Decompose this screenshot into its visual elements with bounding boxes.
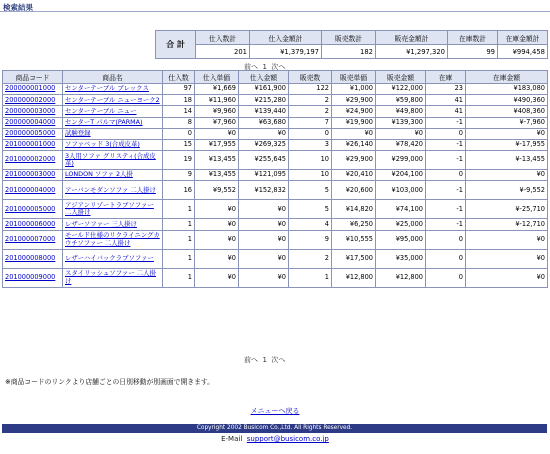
purchase-qty-cell: 1 [163,219,195,230]
sales-amount-cell: ¥299,000 [376,151,426,170]
sales-amount-cell: ¥103,000 [376,181,426,200]
purchase-unit-price-cell: ¥0 [195,230,239,249]
product-name-link[interactable]: レザーハイバックラブソファー [65,253,154,262]
product-code-cell [3,268,63,287]
summary-value: ¥1,379,197 [250,45,322,59]
product-name-link[interactable]: 試験登録 [65,129,91,138]
product-code-link[interactable]: 201000006000 [5,219,56,228]
product-name-cell [63,139,163,150]
product-code-link[interactable]: 201000003000 [5,170,56,179]
purchase-unit-price-cell: ¥0 [195,200,239,219]
purchase-qty-cell: 1 [163,268,195,287]
product-code-cell [3,95,63,106]
sales-unit-price-cell: ¥24,900 [332,106,376,117]
stock-qty-cell: 23 [426,84,466,95]
pager-bottom [244,355,285,365]
table-row [3,219,548,230]
product-name-link[interactable]: LONDON ソファ 2人掛 [65,170,133,179]
product-name-cell [63,106,163,117]
product-code-link[interactable]: 200000004000 [5,117,56,126]
email-line [0,435,550,443]
col-header: 販売単価 [332,71,376,84]
stock-amount-cell: ¥-7,960 [466,117,548,128]
table-row [3,106,548,117]
sales-qty-cell: 10 [289,151,332,170]
summary-value: ¥1,297,320 [376,45,448,59]
stock-amount-cell: ¥0 [466,128,548,139]
copyright-bar: Copyright 2002 Busicom Co.,Ltd. All Rights Reserved. [2,424,547,433]
product-code-link[interactable]: 201000004000 [5,185,56,194]
purchase-amount-cell: ¥0 [239,219,289,230]
purchase-amount-cell: ¥255,645 [239,151,289,170]
pager-next: 次へ [271,63,286,71]
purchase-amount-cell: ¥152,832 [239,181,289,200]
sales-amount-cell: ¥59,800 [376,95,426,106]
product-name-cell [63,230,163,249]
sales-unit-price-cell: ¥19,900 [332,117,376,128]
purchase-unit-price-cell: ¥13,455 [195,151,239,170]
table-row [3,268,548,287]
summary-value: 182 [322,45,376,59]
stock-qty-cell: 0 [426,268,466,287]
pager-page: 1 [262,63,267,71]
stock-qty-cell: 0 [426,170,466,181]
col-header: 販売金額 [376,71,426,84]
product-name-cell [63,249,163,268]
purchase-amount-cell: ¥215,280 [239,95,289,106]
sales-qty-cell: 1 [289,268,332,287]
results-header-row [3,71,548,84]
purchase-qty-cell: 9 [163,170,195,181]
stock-amount-cell: ¥0 [466,170,548,181]
summary-header: 仕入数計 [196,31,250,45]
product-name-cell [63,181,163,200]
sales-amount-cell: ¥78,420 [376,139,426,150]
stock-qty-cell: -1 [426,139,466,150]
col-header: 仕入金額 [239,71,289,84]
product-code-cell [3,170,63,181]
table-row [3,117,548,128]
product-name-cell [63,84,163,95]
sales-amount-cell: ¥74,100 [376,200,426,219]
purchase-unit-price-cell: ¥9,552 [195,181,239,200]
table-row [3,230,548,249]
pager-next: 次へ [271,356,286,364]
summary-header: 販売数計 [322,31,376,45]
sales-amount-cell: ¥95,000 [376,230,426,249]
sales-unit-price-cell: ¥12,800 [332,268,376,287]
purchase-amount-cell: ¥0 [239,128,289,139]
stock-qty-cell: -1 [426,151,466,170]
product-code-cell [3,219,63,230]
pager-page: 1 [262,356,267,364]
purchase-qty-cell: 0 [163,128,195,139]
stock-amount-cell: ¥0 [466,268,548,287]
summary-value: ¥994,458 [498,45,548,59]
purchase-qty-cell: 1 [163,230,195,249]
purchase-qty-cell: 18 [163,95,195,106]
table-row [3,249,548,268]
product-code-link[interactable]: 201000005000 [5,204,56,213]
table-row [3,170,548,181]
sales-amount-cell: ¥12,800 [376,268,426,287]
product-name-link[interactable]: スタイリッシュソファー 二人掛け [65,269,156,285]
col-header: 仕入数 [163,71,195,84]
email-label: E-Mail [221,435,243,443]
product-code-link[interactable]: 201000007000 [5,234,56,243]
purchase-unit-price-cell: ¥0 [195,128,239,139]
sales-qty-cell: 0 [289,128,332,139]
stock-amount-cell: ¥-9,552 [466,181,548,200]
sales-qty-cell: 4 [289,219,332,230]
pager-prev: 前へ [244,63,258,71]
purchase-unit-price-cell: ¥1,669 [195,84,239,95]
stock-qty-cell: -1 [426,219,466,230]
results-table [2,70,548,288]
stock-amount-cell: ¥408,360 [466,106,548,117]
sales-qty-cell: 122 [289,84,332,95]
col-header: 販売数 [289,71,332,84]
product-code-cell [3,230,63,249]
summary-header: 仕入金額計 [250,31,322,45]
stock-amount-cell: ¥490,360 [466,95,548,106]
stock-qty-cell: -1 [426,200,466,219]
product-name-link[interactable]: ソファベッド 3(合成皮革) [65,140,140,149]
product-name-link[interactable]: レザーソファー 三人掛け [65,219,137,228]
product-code-note: ※商品コードのリンクより店舗ごとの日別移動が別画面で開きます。 [5,378,214,386]
product-name-cell [63,268,163,287]
purchase-amount-cell: ¥161,900 [239,84,289,95]
sales-qty-cell: 3 [289,139,332,150]
email-link[interactable]: support@busicom.co.jp [246,435,329,443]
stock-qty-cell: 0 [426,128,466,139]
back-to-menu-link[interactable]: メニューへ戻る [250,407,300,415]
sales-unit-price-cell: ¥6,250 [332,219,376,230]
purchase-qty-cell: 8 [163,117,195,128]
sales-unit-price-cell: ¥26,140 [332,139,376,150]
product-name-cell [63,151,163,170]
summary-header: 在庫金額計 [498,31,548,45]
sales-qty-cell: 5 [289,200,332,219]
product-code-cell [3,200,63,219]
col-header: 在庫 [426,71,466,84]
product-code-cell [3,84,63,95]
table-row [3,84,548,95]
summary-value: 99 [448,45,498,59]
sales-qty-cell: 2 [289,249,332,268]
sales-amount-cell: ¥0 [376,128,426,139]
purchase-unit-price-cell: ¥11,960 [195,95,239,106]
summary-value: 201 [196,45,250,59]
sales-amount-cell: ¥139,300 [376,117,426,128]
product-code-link[interactable]: 200000005000 [5,129,56,138]
pager-prev: 前へ [244,356,258,364]
purchase-amount-cell: ¥0 [239,230,289,249]
product-name-cell [63,170,163,181]
stock-amount-cell: ¥-25,710 [466,200,548,219]
stock-amount-cell: ¥0 [466,249,548,268]
purchase-qty-cell: 16 [163,181,195,200]
product-code-link[interactable]: 201000001000 [5,140,56,149]
stock-amount-cell: ¥183,080 [466,84,548,95]
purchase-amount-cell: ¥121,095 [239,170,289,181]
product-code-link[interactable]: 201000002000 [5,155,56,164]
sales-unit-price-cell: ¥0 [332,128,376,139]
product-name-link[interactable]: アーバンモダンソファ 二人掛け [65,185,156,194]
product-code-link[interactable]: 201000008000 [5,253,56,262]
product-name-cell [63,95,163,106]
summary-header: 販売金額計 [376,31,448,45]
sales-unit-price-cell: ¥14,820 [332,200,376,219]
product-name-cell [63,200,163,219]
table-row [3,128,548,139]
product-code-cell [3,249,63,268]
stock-qty-cell: 41 [426,106,466,117]
product-code-link[interactable]: 201000009000 [5,272,56,281]
purchase-amount-cell: ¥0 [239,249,289,268]
table-row [3,95,548,106]
table-row [3,181,548,200]
col-header: 在庫金額 [466,71,548,84]
col-header: 商品名 [63,71,163,84]
sales-qty-cell: 5 [289,181,332,200]
sales-amount-cell: ¥49,800 [376,106,426,117]
stock-amount-cell: ¥-17,955 [466,139,548,150]
sales-qty-cell: 7 [289,117,332,128]
stock-qty-cell: 41 [426,95,466,106]
stock-qty-cell: 0 [426,249,466,268]
col-header: 商品コード [3,71,63,84]
purchase-qty-cell: 15 [163,139,195,150]
stock-qty-cell: 0 [426,230,466,249]
stock-qty-cell: -1 [426,117,466,128]
purchase-qty-cell: 14 [163,106,195,117]
sales-amount-cell: ¥122,000 [376,84,426,95]
product-name-cell [63,219,163,230]
purchase-amount-cell: ¥0 [239,268,289,287]
page-title: 検索結果 [0,0,550,12]
purchase-qty-cell: 19 [163,151,195,170]
table-row [3,200,548,219]
sales-qty-cell: 2 [289,95,332,106]
product-name-link[interactable]: センターT パルマ(PARMA) [65,117,143,126]
purchase-amount-cell: ¥63,680 [239,117,289,128]
purchase-amount-cell: ¥269,325 [239,139,289,150]
table-row [3,151,548,170]
purchase-qty-cell: 1 [163,249,195,268]
sales-unit-price-cell: ¥20,600 [332,181,376,200]
product-code-cell [3,151,63,170]
purchase-unit-price-cell: ¥9,960 [195,106,239,117]
product-code-link[interactable]: 200000002000 [5,95,56,104]
purchase-unit-price-cell: ¥0 [195,268,239,287]
purchase-unit-price-cell: ¥17,955 [195,139,239,150]
summary-total-label: 合 計 [156,31,196,59]
sales-unit-price-cell: ¥29,900 [332,95,376,106]
sales-unit-price-cell: ¥17,500 [332,249,376,268]
sales-amount-cell: ¥35,000 [376,249,426,268]
product-name-link[interactable]: センターテーブル ニュー [65,106,137,115]
stock-qty-cell: -1 [426,181,466,200]
product-name-link[interactable]: アジアンリゾートラブソファー 二人掛け [65,200,154,217]
purchase-amount-cell: ¥0 [239,200,289,219]
product-name-link[interactable]: 3人用ソファ グリスティ(合成皮革) [65,151,156,168]
sales-amount-cell: ¥204,100 [376,170,426,181]
product-name-link[interactable]: モールド仕様のリクライニングカウチソファー 二人掛け [65,231,160,247]
sales-amount-cell: ¥25,000 [376,219,426,230]
purchase-amount-cell: ¥139,440 [239,106,289,117]
product-code-cell [3,139,63,150]
purchase-unit-price-cell: ¥13,455 [195,170,239,181]
col-header: 仕入単価 [195,71,239,84]
sales-qty-cell: 10 [289,170,332,181]
product-name-cell [63,117,163,128]
sales-unit-price-cell: ¥29,900 [332,151,376,170]
purchase-unit-price-cell: ¥0 [195,219,239,230]
purchase-unit-price-cell: ¥7,960 [195,117,239,128]
product-name-link[interactable]: センターテーブル ブレックス [65,84,149,93]
stock-amount-cell: ¥-12,710 [466,219,548,230]
table-row [3,139,548,150]
product-name-cell [63,128,163,139]
menu-link-wrapper [0,406,550,416]
product-code-cell [3,128,63,139]
stock-amount-cell: ¥-13,455 [466,151,548,170]
product-code-cell [3,181,63,200]
product-name-link[interactable]: センターテーブル ニューヨーク2 [65,95,160,104]
purchase-qty-cell: 1 [163,200,195,219]
summary-header: 在庫数計 [448,31,498,45]
sales-unit-price-cell: ¥10,555 [332,230,376,249]
purchase-unit-price-cell: ¥0 [195,249,239,268]
product-code-cell [3,106,63,117]
sales-unit-price-cell: ¥1,000 [332,84,376,95]
sales-qty-cell: 9 [289,230,332,249]
stock-amount-cell: ¥0 [466,230,548,249]
summary-table [155,30,548,59]
product-code-link[interactable]: 200000001000 [5,84,56,93]
product-code-link[interactable]: 200000003000 [5,106,56,115]
purchase-qty-cell: 97 [163,84,195,95]
sales-unit-price-cell: ¥20,410 [332,170,376,181]
product-code-cell [3,117,63,128]
sales-qty-cell: 2 [289,106,332,117]
